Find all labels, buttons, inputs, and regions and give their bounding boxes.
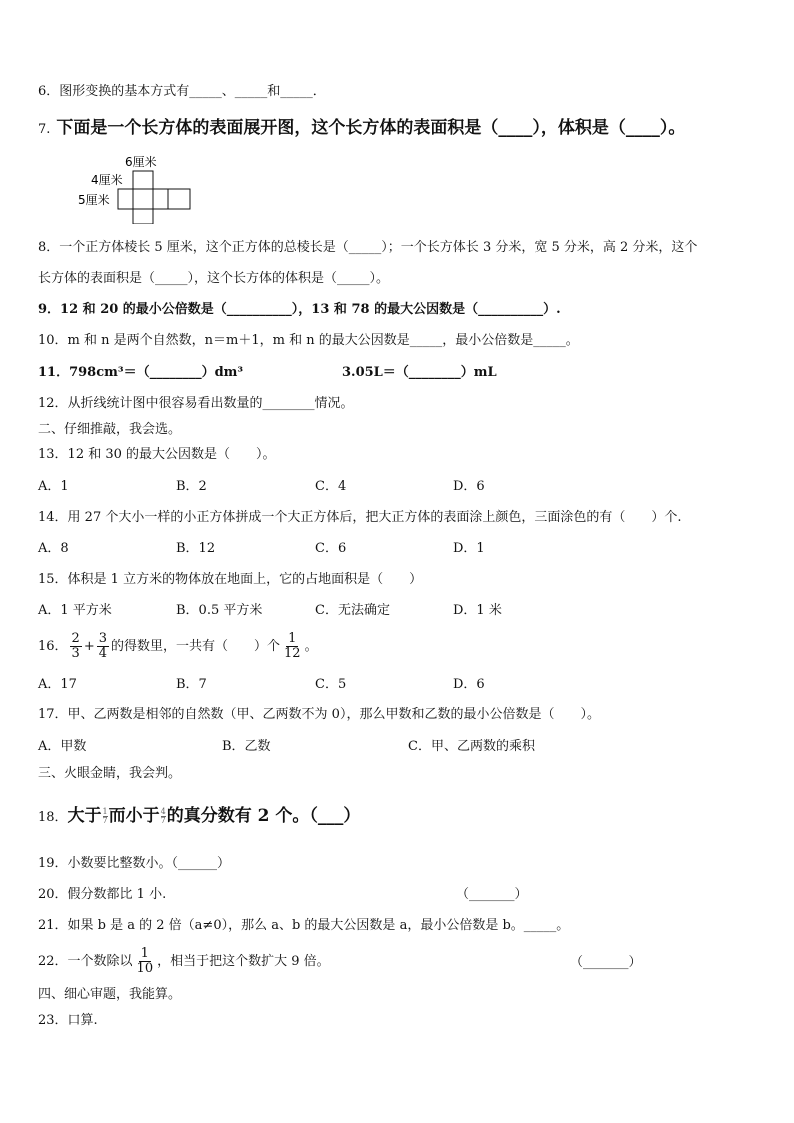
q16-fraction-3: $\frac{1}{12}$ <box>284 631 301 661</box>
q14-option-d: D．1 <box>453 541 485 556</box>
q15-option-a: A．1 平方米 <box>38 603 112 618</box>
question-13: 13．12 和 30 的最大公因数是（ ）。 <box>38 447 276 462</box>
net-face-right <box>153 189 168 209</box>
question-22 <box>38 945 330 979</box>
question-8-line2: 长方体的表面积是（_____），这个长方体的体积是（_____）。 <box>38 271 390 286</box>
q18-text-3: 的真分数有 2 个。（___） <box>166 806 361 826</box>
question-21: 21．如果 b 是 a 的 2 倍（a≠0），那么 a、b 的最大公因数是 a，最小公倍数是 b。_____。 <box>38 918 570 933</box>
question-16 <box>38 630 318 664</box>
question-19: 19．小数要比整数小。（______） <box>38 856 231 871</box>
question-23: 23．口算. <box>38 1013 98 1028</box>
q22-text-post: ，相当于把这个数扩大 9 倍。 <box>157 954 330 969</box>
q16-plus: + <box>83 639 95 654</box>
question-6: 6．图形变换的基本方式有_____、_____和_____． <box>38 84 326 99</box>
cuboid-net-diagram <box>75 152 200 224</box>
q15-option-b: B．0.5 平方米 <box>176 603 263 618</box>
q16-option-c: C．5 <box>315 677 347 692</box>
question-14: 14．用 27 个大小一样的小正方体拼成一个大正方体后，把大正方体的表面涂上颜色，三面涂色的有（ ）个. <box>38 510 682 525</box>
section-3-heading: 三、火眼金睛，我会判。 <box>38 766 182 781</box>
net-face-left <box>118 189 133 209</box>
question-15: 15．体积是 1 立方米的物体放在地面上，它的占地面积是（ ） <box>38 572 423 587</box>
q16-number: 16． <box>38 639 68 654</box>
q17-option-b: B．乙数 <box>222 739 271 754</box>
q13-option-c: C．4 <box>315 479 347 494</box>
q14-option-c: C．6 <box>315 541 347 556</box>
question-20: 20．假分数都比 1 小. <box>38 887 167 902</box>
question-9: 9．12 和 20 的最小公倍数是（__________），13 和 78 的最大公因数是（__________）. <box>38 302 561 317</box>
q18-number: 18． <box>38 810 68 825</box>
q16-option-b: B．7 <box>176 677 207 692</box>
q22-fraction: $\frac{1}{10}$ <box>136 946 154 976</box>
label-4cm: 4厘米 <box>91 173 123 187</box>
q16-middle-text: 的得数里，一共有（ ）个 <box>111 639 281 654</box>
q14-option-b: B．12 <box>176 541 216 556</box>
net-face-back <box>168 189 190 209</box>
label-5cm: 5厘米 <box>78 193 110 207</box>
section-4-heading: 四、细心审题，我能算。 <box>38 987 182 1002</box>
question-7-number: 7. <box>38 122 51 137</box>
q16-option-d: D．6 <box>453 677 485 692</box>
q16-fraction-2: $\frac{3}{4}$ <box>98 631 108 661</box>
question-8-line1: 8．一个正方体棱长 5 厘米，这个正方体的总棱长是（_____）；一个长方体长 3 分米，宽 5 分米，高 2 分米，这个 <box>38 240 698 255</box>
section-2-heading: 二、仔细推敲，我会选。 <box>38 422 182 437</box>
q18-text-1: 大于 <box>67 806 102 826</box>
question-11-part-a: 11．798cm³＝（________）dm³ <box>38 365 244 380</box>
q16-option-a: A．17 <box>38 677 77 692</box>
q13-option-d: D．6 <box>453 479 485 494</box>
net-face-front <box>133 189 153 209</box>
question-17: 17．甲、乙两数是相邻的自然数（甲、乙两数不为 0），那么甲数和乙数的最小公倍数是（ ）。 <box>38 707 600 722</box>
q15-option-d: D．1 米 <box>453 603 502 618</box>
q17-option-c: C．甲、乙两数的乘积 <box>408 739 535 754</box>
q14-option-a: A．8 <box>38 541 69 556</box>
net-face-bottom <box>133 209 153 224</box>
question-10: 10．m 和 n 是两个自然数，n＝m＋1，m 和 n 的最大公因数是_____，最小公倍数是_____。 <box>38 333 579 348</box>
q18-text-2: 而小于 <box>108 806 160 826</box>
question-11-part-b: 3.05L＝（________）mL <box>342 365 497 380</box>
question-18 <box>38 805 360 829</box>
net-face-top <box>133 171 153 189</box>
q20-answer-blank: （_______） <box>456 887 528 902</box>
question-7 <box>38 117 685 141</box>
q17-option-a: A．甲数 <box>38 739 87 754</box>
q13-option-a: A．1 <box>38 479 69 494</box>
question-12: 12．从折线统计图中很容易看出数量的________情况。 <box>38 396 354 411</box>
net-faces <box>118 171 190 224</box>
q22-text-pre: 22．一个数除以 <box>38 954 133 969</box>
q18-fraction-1: $\frac{1}{7}$ <box>102 807 108 825</box>
question-7-text: 下面是一个长方体的表面展开图，这个长方体的表面积是（____），体积是（____）。 <box>56 118 686 138</box>
q16-end: 。 <box>304 639 318 654</box>
label-6cm: 6厘米 <box>125 155 157 169</box>
q15-option-c: C．无法确定 <box>315 603 390 618</box>
q16-fraction-1: $\frac{2}{3}$ <box>71 631 80 661</box>
q18-fraction-2: $\frac{4}{7}$ <box>160 807 166 825</box>
q13-option-b: B．2 <box>176 479 207 494</box>
q22-answer-blank: （_______） <box>570 955 642 970</box>
